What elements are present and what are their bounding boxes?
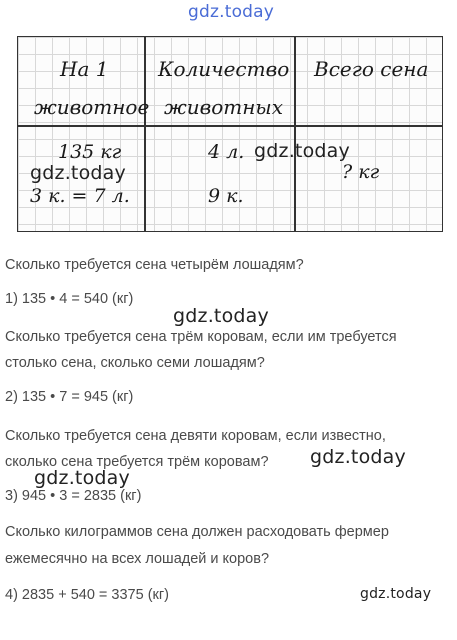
answer-1: 1) 135 • 4 = 540 (кг): [5, 291, 134, 307]
cell-total-unknown: ? кг: [342, 161, 380, 183]
question-4-line1: Сколько килограммов сена должен расходовать фермер: [5, 524, 389, 540]
question-4-line2: ежемесячно на всех лошадей и коров?: [5, 551, 270, 567]
question-3-line2: сколько сена требуется трём коровам?: [5, 454, 269, 470]
cell-per-animal-horse: 135 кг: [58, 141, 122, 163]
table-divider-1: [144, 37, 146, 231]
answer-3: 3) 945 • 3 = 2835 (кг): [5, 488, 142, 504]
header-per-animal-line2: животное: [34, 95, 150, 119]
watermark-table-right: gdz.today: [254, 140, 350, 162]
cell-count-cows: 9 к.: [208, 185, 244, 207]
question-1: Сколько требуется сена четырём лошадям?: [5, 257, 304, 273]
header-per-animal-line1: На 1: [60, 57, 109, 81]
answer-2: 2) 135 • 7 = 945 (кг): [5, 389, 134, 405]
header-count-line1: Количество: [158, 57, 290, 81]
watermark-top: gdz.today: [188, 2, 275, 22]
answer-4: 4) 2835 + 540 = 3375 (кг): [5, 587, 169, 603]
watermark-table-left: gdz.today: [30, 162, 126, 184]
watermark-mid: gdz.today: [173, 305, 269, 327]
header-count-line2: животных: [164, 95, 284, 119]
handwritten-table: [17, 36, 443, 232]
watermark-bottom-right: gdz.today: [360, 586, 432, 602]
watermark-left: gdz.today: [34, 467, 130, 489]
question-2-line1: Сколько требуется сена трём коровам, если им требуется: [5, 329, 397, 345]
cell-count-horses: 4 л.: [208, 141, 245, 163]
header-total-hay: Всего сена: [314, 57, 429, 81]
watermark-right: gdz.today: [310, 446, 406, 468]
table-divider-h: [18, 125, 442, 127]
question-3-line1: Сколько требуется сена девяти коровам, если известно,: [5, 428, 386, 444]
cell-cow-equals-horse: 3 к. = 7 л.: [30, 185, 130, 207]
table-divider-2: [294, 37, 296, 231]
question-2-line2: столько сена, сколько семи лошадям?: [5, 355, 265, 371]
